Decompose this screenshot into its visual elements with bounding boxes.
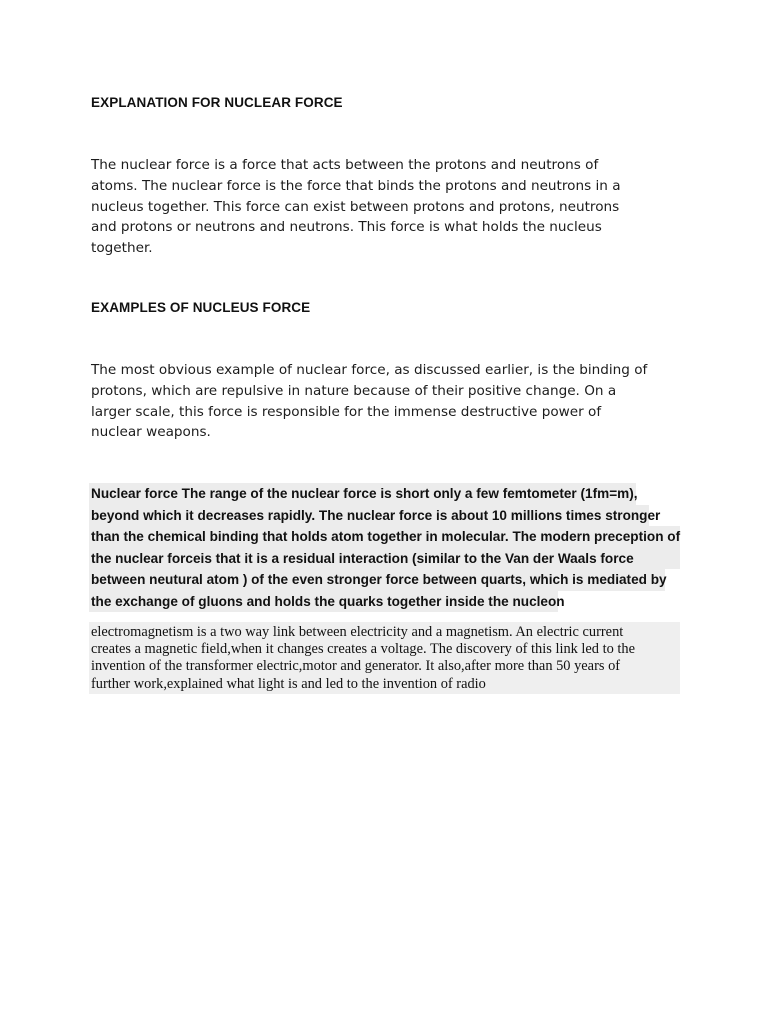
serif-line: creates a magnetic field,when it changes creates a voltage. The discovery of this link led to the [91,641,635,658]
paragraph-line: larger scale, this force is responsible for the immense destructive power of [91,403,602,420]
serif-line: further work,explained what light is and led to the invention of radio [91,675,486,692]
paragraph-line: The most obvious example of nuclear force, as discussed earlier, is the binding of [91,362,648,378]
highlighted-line: Nuclear force The range of the nuclear force is short only a few femtometer (1fm=m), [89,483,636,505]
highlighted-line: beyond which it decreases rapidly. The nuclear force is about 10 millions times stronger [89,505,649,527]
section-heading-explanation: EXPLANATION FOR NUCLEAR FORCE [91,95,343,110]
paragraph-line: together. [91,240,153,257]
highlighted-line: between neutural atom ) of the even stronger force between quarts, which is mediated by [89,569,665,591]
paragraph-line: nuclear weapons. [91,424,211,441]
highlighted-line: the exchange of gluons and holds the quarks together inside the nucleon [89,591,558,613]
highlighted-paragraph-nuclear-force [89,483,689,612]
paragraph-line: The nuclear force is a force that acts between the protons and neutrons of [91,157,599,173]
serif-line: invention of the transformer electric,motor and generator. It also,after more than 50 years of [91,658,621,675]
paragraph-line: atoms. The nuclear force is the force that binds the protons and neutrons in a [91,177,621,194]
serif-line: electromagnetism is a two way link between electricity and a magnetism. An electric current [91,624,624,640]
paragraph-line: nucleus together. This force can exist between protons and protons, neutrons [91,198,620,215]
paragraph-line: protons, which are repulsive in nature because of their positive change. On a [91,382,617,399]
paragraph-line: and protons or neutrons and neutrons. This force is what holds the nucleus [91,219,602,236]
section-heading-examples: EXAMPLES OF NUCLEUS FORCE [91,300,311,315]
paragraph-explanation [91,155,691,259]
highlighted-line: the nuclear forceis that it is a residual interaction (similar to the Van der Waals force [89,548,680,570]
paragraph-examples [91,360,691,443]
electromagnetism-paragraph [89,622,680,694]
highlighted-line: than the chemical binding that holds atom together in molecular. The modern preception of [89,526,680,548]
